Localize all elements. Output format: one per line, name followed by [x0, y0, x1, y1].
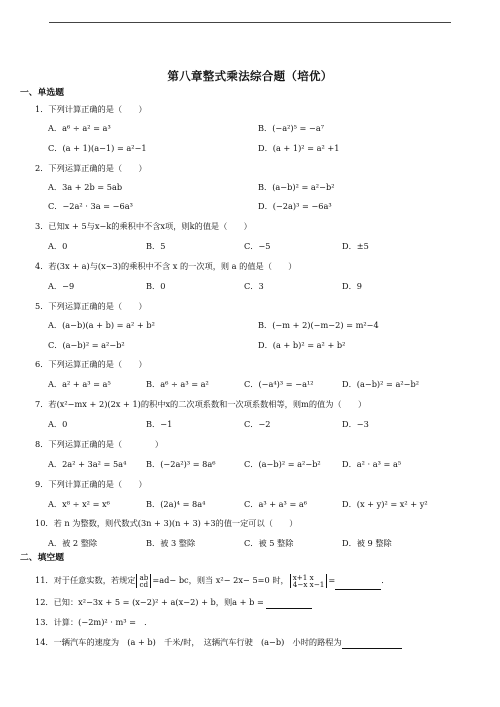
- option-d: D．±5: [342, 241, 369, 251]
- option-b: B．被 3 整除: [146, 538, 196, 548]
- option-a: A．x⁸ ÷ x² = x⁶: [48, 499, 110, 509]
- option-c: C．−2a² · 3a = −6a³: [48, 201, 133, 211]
- option-d: D．a² · a³ = a⁵: [342, 459, 402, 469]
- option-c: C．−5: [244, 241, 271, 251]
- option-a: A．2a² + 3a² = 5a⁴: [48, 459, 127, 469]
- question-text: 2．下列运算正确的是（ ）: [35, 163, 147, 173]
- option-a: A．(a−b)(a + b) = a² + b²: [48, 320, 155, 330]
- question-text: 6．下列运算正确的是（ ）: [35, 359, 147, 369]
- option-c: C．被 5 整除: [244, 538, 294, 548]
- option-a: A．0: [48, 241, 68, 251]
- page-title: 第八章整式乘法综合题（培优）: [167, 69, 333, 83]
- question-text: 8．下列运算正确的是（ ）: [35, 439, 164, 449]
- option-b: B．(2a)⁴ = 8a⁴: [146, 499, 206, 509]
- question-text: 14．一辆汽车的速度为 (a + b) 千米/时， 这辆汽车行驶 (a−b) 小时的路程为: [35, 637, 342, 647]
- question-text: 12．已知：x²−3x + 5 = (x−2)² + a(x−2) + b，则a + b =: [35, 597, 264, 607]
- option-c: C．(a + 1)(a−1) = a²−1: [48, 143, 147, 153]
- option-d: D．(x + y)² = x² + y²: [342, 499, 428, 509]
- answer-blank[interactable]: [342, 638, 402, 649]
- option-c: C．3: [244, 281, 264, 291]
- option-c: C．a³ + a³ = a⁶: [244, 499, 308, 509]
- header-rule: [49, 22, 451, 23]
- option-d: D．(a−b)² = a²−b²: [342, 379, 420, 389]
- option-a: A．3a + 2b = 5ab: [48, 182, 123, 192]
- section-heading: 二、填空题: [20, 553, 64, 563]
- question-text: 10．若 n 为整数，则代数式(3n + 3)(n + 3) +3的值一定可以（ ）: [35, 518, 298, 528]
- option-b: B．(−m + 2)(−m−2) = m²−4: [258, 320, 379, 330]
- option-b: B．5: [146, 241, 166, 251]
- question-text: 13．计算：(−2m)² · m³ = ．: [35, 617, 153, 627]
- question-text: 1．下列计算正确的是（ ）: [35, 104, 147, 114]
- option-a: A．a⁶ ÷ a² = a³: [48, 123, 111, 133]
- option-d: D．被 9 整除: [342, 538, 392, 548]
- option-c: C．(a−b)² = a²−b²: [244, 459, 321, 469]
- question-text: 4．若(3x + a)与(x−3)的乘积中不含 x 的一次项，则 a 的值是（ ）: [35, 261, 297, 271]
- determinant-ab-cd: ab cd: [136, 574, 151, 588]
- determinant-expression: x+1 x 4−x x−1: [290, 574, 328, 588]
- question-text: 5．下列运算正确的是（ ）: [35, 301, 147, 311]
- option-c: C．(a−b)² = a²−b²: [48, 340, 125, 350]
- option-b: B．a⁶ ÷ a³ = a²: [146, 379, 209, 389]
- option-b: B．−1: [146, 419, 173, 429]
- option-a: A．a² + a³ = a⁵: [48, 379, 111, 389]
- option-b: B．(−2a²)³ = 8a⁶: [146, 459, 216, 469]
- option-d: D．−3: [342, 419, 369, 429]
- section-heading: 一、单选题: [20, 88, 64, 98]
- option-d: D．9: [342, 281, 362, 291]
- option-b: B．(−a²)⁵ = −a⁷: [258, 123, 324, 133]
- answer-blank[interactable]: [335, 579, 381, 590]
- option-c: C．(−a⁴)³ = −a¹²: [244, 379, 314, 389]
- option-d: D．(a + b)² = a² + b²: [258, 340, 346, 350]
- option-d: D．(a + 1)² = a² +1: [258, 143, 340, 153]
- option-b: B．(a−b)² = a²−b²: [258, 182, 335, 192]
- question-text: 3．已知x + 5与x−k的乘积中不含x项，则k的值是（ ）: [35, 221, 252, 231]
- question-text: 9．下列计算正确的是（ ）: [35, 479, 147, 489]
- question-text: 7．若(x²−mx + 2)(2x + 1)的积中x的二次项系数和一次项系数相等，则m的值为（ ）: [35, 399, 367, 409]
- answer-blank[interactable]: [266, 598, 312, 609]
- option-a: A．0: [48, 419, 68, 429]
- question-text: 11．对于任意实数，若规定 ab cd =ad− bc，则当 x²− 2x− 5=0 时， x+1 x 4−x x−1 = ．: [35, 573, 390, 589]
- option-a: A．被 2 整除: [48, 538, 98, 548]
- option-b: B．0: [146, 281, 166, 291]
- option-a: A．−9: [48, 281, 75, 291]
- option-c: C．−2: [244, 419, 271, 429]
- option-d: D．(−2a)³ = −6a³: [258, 201, 332, 211]
